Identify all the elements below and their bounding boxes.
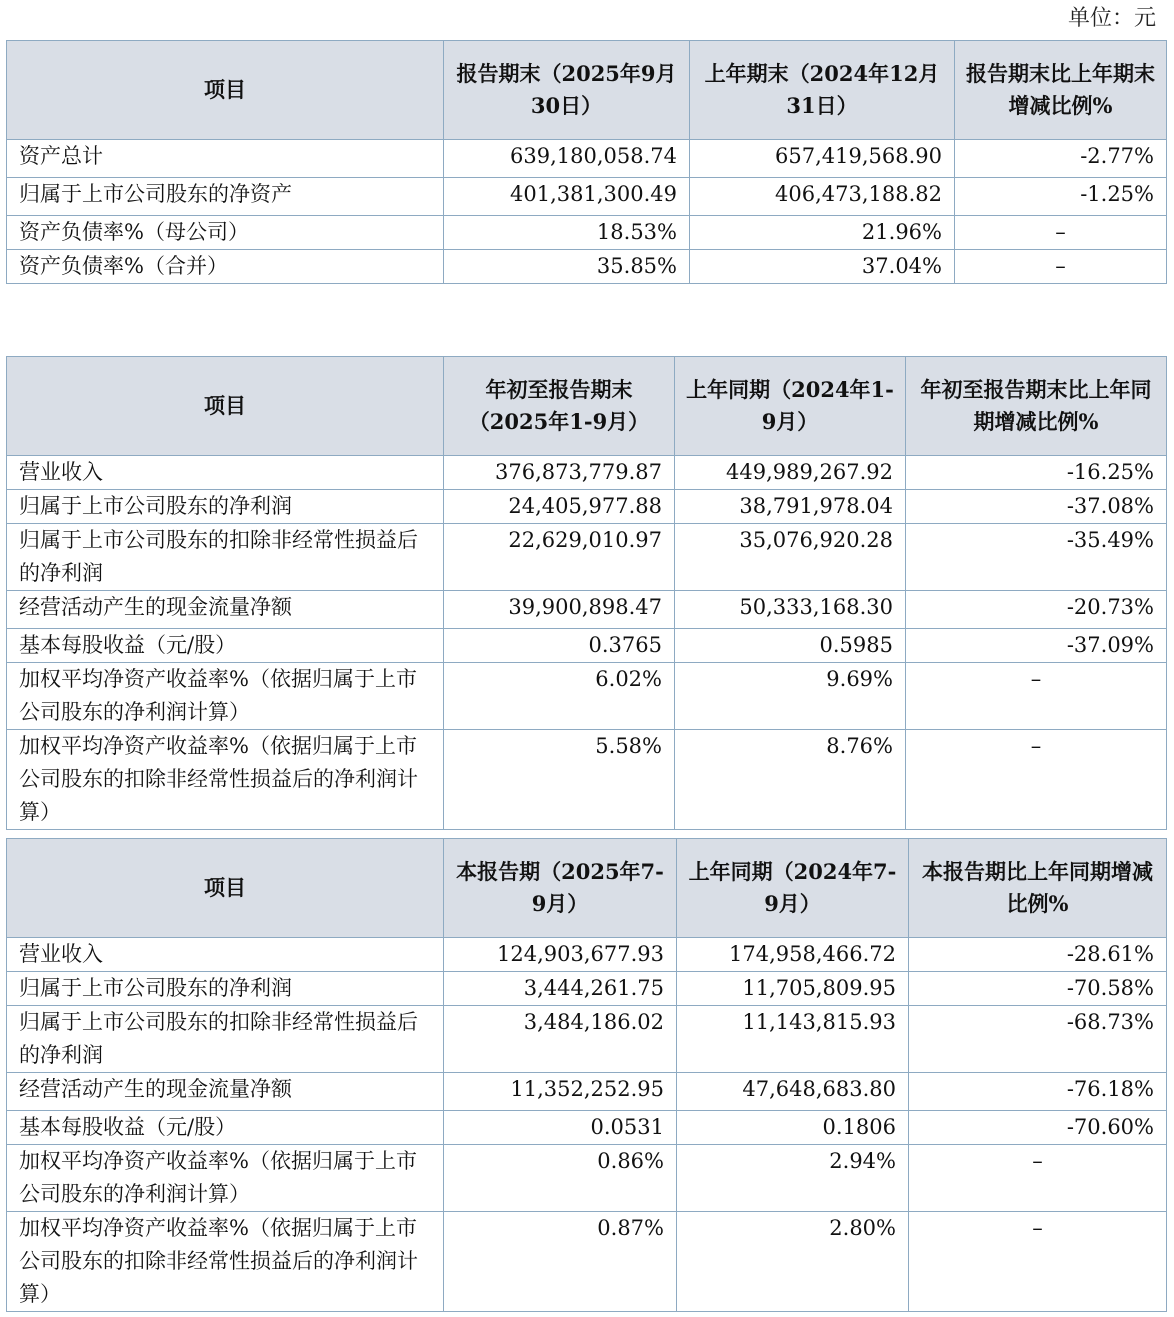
ytd-income-table	[6, 356, 1167, 830]
table-row	[7, 524, 1167, 591]
row-name: 归属于上市公司股东的净资产	[7, 178, 444, 216]
row-current: 24,405,977.88	[444, 490, 675, 524]
row-change: -28.61%	[909, 938, 1167, 972]
row-name: 归属于上市公司股东的净利润	[7, 972, 444, 1006]
row-change: -70.58%	[909, 972, 1167, 1006]
row-name: 经营活动产生的现金流量净额	[7, 1073, 444, 1111]
header-item: 项目	[7, 41, 444, 140]
row-current: 35.85%	[444, 250, 690, 284]
row-current: 5.58%	[444, 730, 675, 830]
table-row	[7, 250, 1167, 284]
row-previous: 21.96%	[690, 216, 955, 250]
row-previous: 2.94%	[677, 1145, 909, 1212]
row-previous: 406,473,188.82	[690, 178, 955, 216]
table-row	[7, 216, 1167, 250]
table-row	[7, 663, 1167, 730]
table-row	[7, 1073, 1167, 1111]
row-current: 0.86%	[444, 1145, 677, 1212]
row-name: 加权平均净资产收益率%（依据归属于上市公司股东的净利润计算）	[7, 663, 444, 730]
row-previous: 8.76%	[675, 730, 906, 830]
row-name: 资产负债率%（母公司）	[7, 216, 444, 250]
balance-sheet-table	[6, 40, 1167, 284]
row-name: 经营活动产生的现金流量净额	[7, 591, 444, 629]
table-row	[7, 730, 1167, 830]
row-name: 加权平均净资产收益率%（依据归属于上市公司股东的扣除非经常性损益后的净利润计算）	[7, 1212, 444, 1312]
table-row	[7, 938, 1167, 972]
header-previous: 上年同期（2024年7-9月）	[677, 839, 909, 938]
row-change: –	[955, 216, 1167, 250]
row-name: 加权平均净资产收益率%（依据归属于上市公司股东的扣除非经常性损益后的净利润计算）	[7, 730, 444, 830]
row-change: -37.09%	[906, 629, 1167, 663]
row-change: -16.25%	[906, 456, 1167, 490]
table-row	[7, 1145, 1167, 1212]
row-name: 归属于上市公司股东的扣除非经常性损益后的净利润	[7, 524, 444, 591]
row-current: 18.53%	[444, 216, 690, 250]
row-name: 加权平均净资产收益率%（依据归属于上市公司股东的净利润计算）	[7, 1145, 444, 1212]
row-name: 归属于上市公司股东的扣除非经常性损益后的净利润	[7, 1006, 444, 1073]
row-change: –	[906, 730, 1167, 830]
table-row	[7, 178, 1167, 216]
row-current: 6.02%	[444, 663, 675, 730]
header-previous: 上年期末（2024年12月31日）	[690, 41, 955, 140]
row-previous: 174,958,466.72	[677, 938, 909, 972]
table-row	[7, 972, 1167, 1006]
row-current: 39,900,898.47	[444, 591, 675, 629]
table-row	[7, 591, 1167, 629]
row-change: -35.49%	[906, 524, 1167, 591]
row-previous: 449,989,267.92	[675, 456, 906, 490]
row-name: 营业收入	[7, 938, 444, 972]
quarter-income-table	[6, 838, 1167, 1312]
header-previous: 上年同期（2024年1-9月）	[675, 357, 906, 456]
row-current: 639,180,058.74	[444, 140, 690, 178]
row-previous: 11,705,809.95	[677, 972, 909, 1006]
row-change: -2.77%	[955, 140, 1167, 178]
row-name: 归属于上市公司股东的净利润	[7, 490, 444, 524]
table-row	[7, 629, 1167, 663]
row-change: -20.73%	[906, 591, 1167, 629]
row-name: 营业收入	[7, 456, 444, 490]
table-row	[7, 456, 1167, 490]
table-row	[7, 140, 1167, 178]
header-current: 本报告期（2025年7-9月）	[444, 839, 677, 938]
row-current: 376,873,779.87	[444, 456, 675, 490]
row-current: 0.87%	[444, 1212, 677, 1312]
row-previous: 50,333,168.30	[675, 591, 906, 629]
row-previous: 657,419,568.90	[690, 140, 955, 178]
header-current: 年初至报告期末（2025年1-9月）	[444, 357, 675, 456]
row-current: 401,381,300.49	[444, 178, 690, 216]
row-change: -1.25%	[955, 178, 1167, 216]
row-change: –	[955, 250, 1167, 284]
row-change: –	[906, 663, 1167, 730]
header-item: 项目	[7, 839, 444, 938]
row-change: -70.60%	[909, 1111, 1167, 1145]
row-current: 0.3765	[444, 629, 675, 663]
table-row	[7, 1111, 1167, 1145]
header-change: 本报告期比上年同期增减比例%	[909, 839, 1167, 938]
row-current: 124,903,677.93	[444, 938, 677, 972]
table-row	[7, 1212, 1167, 1312]
row-previous: 11,143,815.93	[677, 1006, 909, 1073]
header-item: 项目	[7, 357, 444, 456]
unit-label: 单位：元	[1067, 6, 1156, 31]
row-current: 0.0531	[444, 1111, 677, 1145]
header-change: 报告期末比上年期末增减比例%	[955, 41, 1167, 140]
row-current: 11,352,252.95	[444, 1073, 677, 1111]
row-name: 基本每股收益（元/股）	[7, 629, 444, 663]
row-change: –	[909, 1145, 1167, 1212]
row-previous: 47,648,683.80	[677, 1073, 909, 1111]
row-name: 基本每股收益（元/股）	[7, 1111, 444, 1145]
table-row	[7, 1006, 1167, 1073]
row-name: 资产负债率%（合并）	[7, 250, 444, 284]
row-previous: 2.80%	[677, 1212, 909, 1312]
row-change: -76.18%	[909, 1073, 1167, 1111]
row-previous: 37.04%	[690, 250, 955, 284]
row-previous: 9.69%	[675, 663, 906, 730]
header-change: 年初至报告期末比上年同期增减比例%	[906, 357, 1167, 456]
row-previous: 38,791,978.04	[675, 490, 906, 524]
row-change: -68.73%	[909, 1006, 1167, 1073]
row-previous: 35,076,920.28	[675, 524, 906, 591]
row-change: -37.08%	[906, 490, 1167, 524]
row-current: 3,484,186.02	[444, 1006, 677, 1073]
header-current: 报告期末（2025年9月30日）	[444, 41, 690, 140]
row-previous: 0.1806	[677, 1111, 909, 1145]
row-previous: 0.5985	[675, 629, 906, 663]
row-current: 3,444,261.75	[444, 972, 677, 1006]
row-change: –	[909, 1212, 1167, 1312]
row-current: 22,629,010.97	[444, 524, 675, 591]
row-name: 资产总计	[7, 140, 444, 178]
table-row	[7, 490, 1167, 524]
